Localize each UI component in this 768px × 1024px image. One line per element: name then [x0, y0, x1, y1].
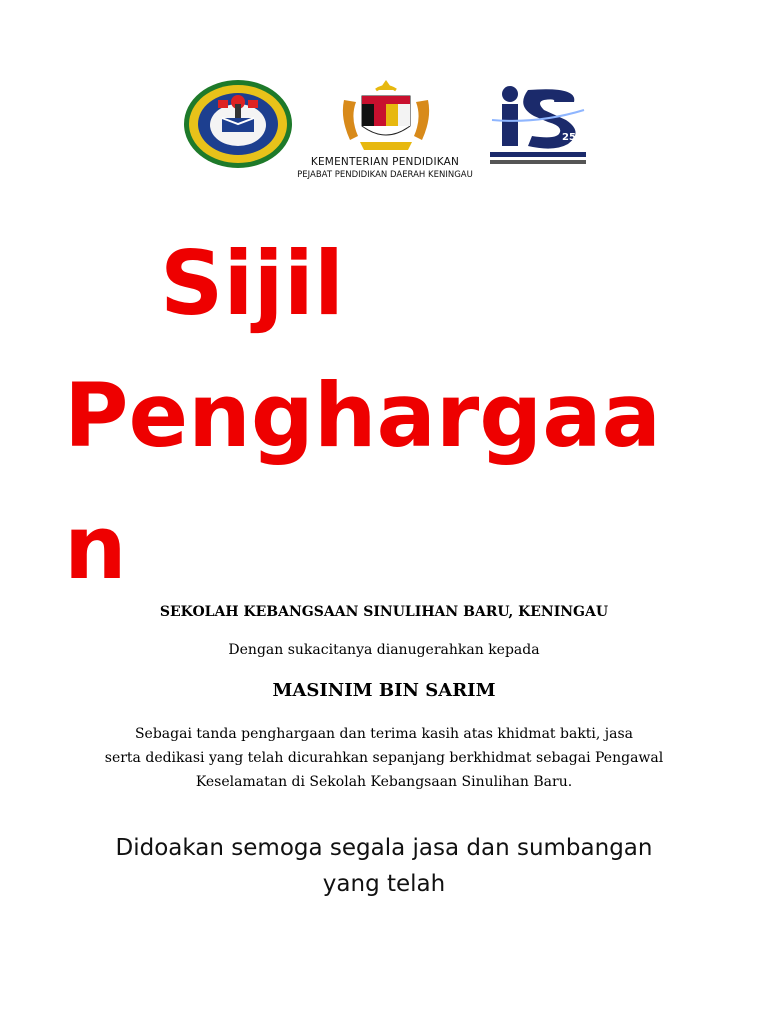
closing-wish: [0, 830, 768, 902]
appreciation-line: Sebagai tanda penghargaan dan terima kasih atas khidmat bakti, jasa: [134, 726, 634, 742]
closing-line: Didoakan semoga segala jasa dan sumbangan: [115, 835, 653, 861]
appreciation-line: serta dedikasi yang telah dicurahkan sepanjang berkhidmat sebagai Pengawal: [104, 750, 664, 766]
malaysia-coat-of-arms-icon: [336, 78, 436, 158]
title-line-2: Penghargaa: [64, 364, 662, 467]
certificate-title: [64, 218, 704, 614]
school-name: SEKOLAH KEBANGSAAN SINULIHAN BARU, KENINGAU: [159, 604, 609, 620]
award-intro: Dengan sukacitanya dianugerahkan kepada: [228, 642, 540, 658]
appreciation-text: [0, 722, 768, 794]
district-office-name: PEJABAT PENDIDIKAN DAERAH KENINGAU: [297, 170, 473, 180]
svg-text:25: 25: [562, 132, 576, 143]
school-logo-icon: [182, 78, 294, 170]
ts25-program-logo-icon: [488, 80, 588, 170]
title-line-3: n: [64, 496, 127, 599]
ministry-name: KEMENTERIAN PENDIDIKAN: [310, 156, 460, 168]
appreciation-line: Keselamatan di Sekolah Kebangsaan Sinulihan Baru.: [195, 774, 573, 790]
title-line-1: Sijil: [160, 232, 345, 335]
recipient-name: MASINIM BIN SARIM: [272, 680, 496, 701]
closing-line: yang telah: [322, 871, 446, 897]
